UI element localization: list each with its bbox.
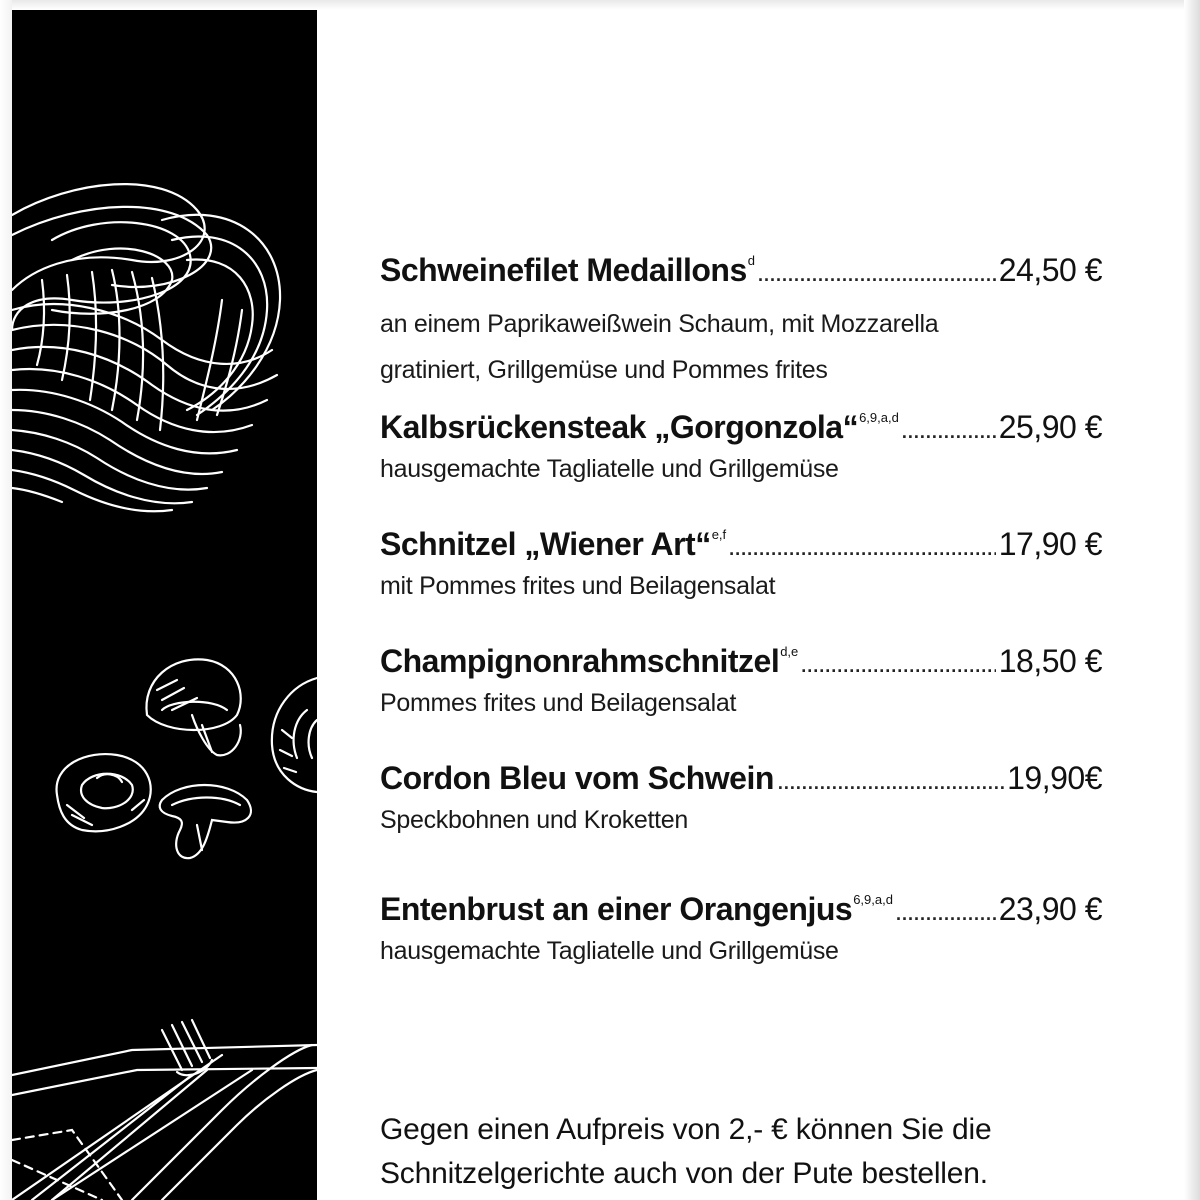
allergen-codes: d [747, 253, 755, 268]
menu-list [380, 252, 1102, 974]
page-right-shadow [1184, 0, 1200, 1200]
menu-item [380, 891, 1102, 974]
menu-item-header [380, 526, 1102, 563]
dish-description: mit Pommes frites und Beilagensalat [380, 572, 776, 600]
menu-item [380, 252, 1102, 393]
sidebar-illustration-panel [12, 10, 317, 1200]
dish-name: Schweinefilet Medaillons$^d$ [380, 252, 755, 288]
dish-description: hausgemachte Tagliatelle und Grillgemüse [380, 455, 839, 483]
menu-item [380, 526, 1102, 609]
dish-name: Champignonrahmschnitzel$^{d,e}$ [380, 643, 799, 679]
dish-price: 25,90 € [998, 409, 1102, 445]
dot-leader [902, 422, 996, 443]
page-top-shadow [0, 0, 1200, 10]
allergen-codes: e,f [711, 527, 727, 542]
pasta-nest-icon [12, 184, 280, 511]
dot-leader [758, 265, 996, 286]
dish-name: Schnitzel „Wiener Art“$^{e,f}$ [380, 526, 727, 562]
allergen-codes: 6,9,a,d [853, 892, 893, 907]
dot-leader [801, 656, 995, 677]
dot-leader [729, 539, 996, 560]
menu-item [380, 409, 1102, 492]
dot-leader [896, 904, 996, 925]
fork-and-knife-icon [12, 1020, 317, 1200]
dish-description: Pommes frites und Beilagensalat [380, 689, 737, 717]
menu-item [380, 760, 1102, 843]
dish-name: Kalbsrückensteak „Gorgonzola“$^{6,9,a,d}$ [380, 409, 899, 445]
menu-item-header [380, 760, 1102, 797]
mushrooms-icon [57, 659, 317, 858]
dish-price: 19,90€ [1007, 760, 1102, 796]
dish-price: 18,50 € [998, 643, 1102, 679]
allergen-codes: d,e [780, 644, 799, 659]
menu-item-header [380, 643, 1102, 680]
dish-price: 23,90 € [998, 891, 1102, 927]
allergen-codes: 6,9,a,d [859, 410, 899, 425]
dish-description: Speckbohnen und Kroketten [380, 806, 689, 834]
menu-item-header [380, 891, 1102, 928]
dish-price: 17,90 € [998, 526, 1102, 562]
dish-name: Cordon Bleu vom Schwein [380, 760, 774, 796]
menu-item [380, 643, 1102, 726]
dish-name: Entenbrust an einer Orangenjus$^{6,9,a,d}$ [380, 891, 893, 927]
menu-item-header [380, 252, 1102, 289]
menu-item-header [380, 409, 1102, 446]
dish-description: hausgemachte Tagliatelle und Grillgemüse [380, 937, 839, 965]
turkey-surcharge-note: Gegen einen Aufpreis von 2,- € können Sie die Schnitzelgerichte auch von der Pute bestellen. [380, 1113, 992, 1190]
page-left-edge [0, 0, 12, 1200]
dot-leader [778, 773, 1004, 794]
dish-price: 24,50 € [998, 252, 1102, 288]
dish-description: an einem Paprikaweißwein Schaum, mit Mozzarella gratiniert, Grillgemüse und Pommes frites [380, 310, 939, 384]
